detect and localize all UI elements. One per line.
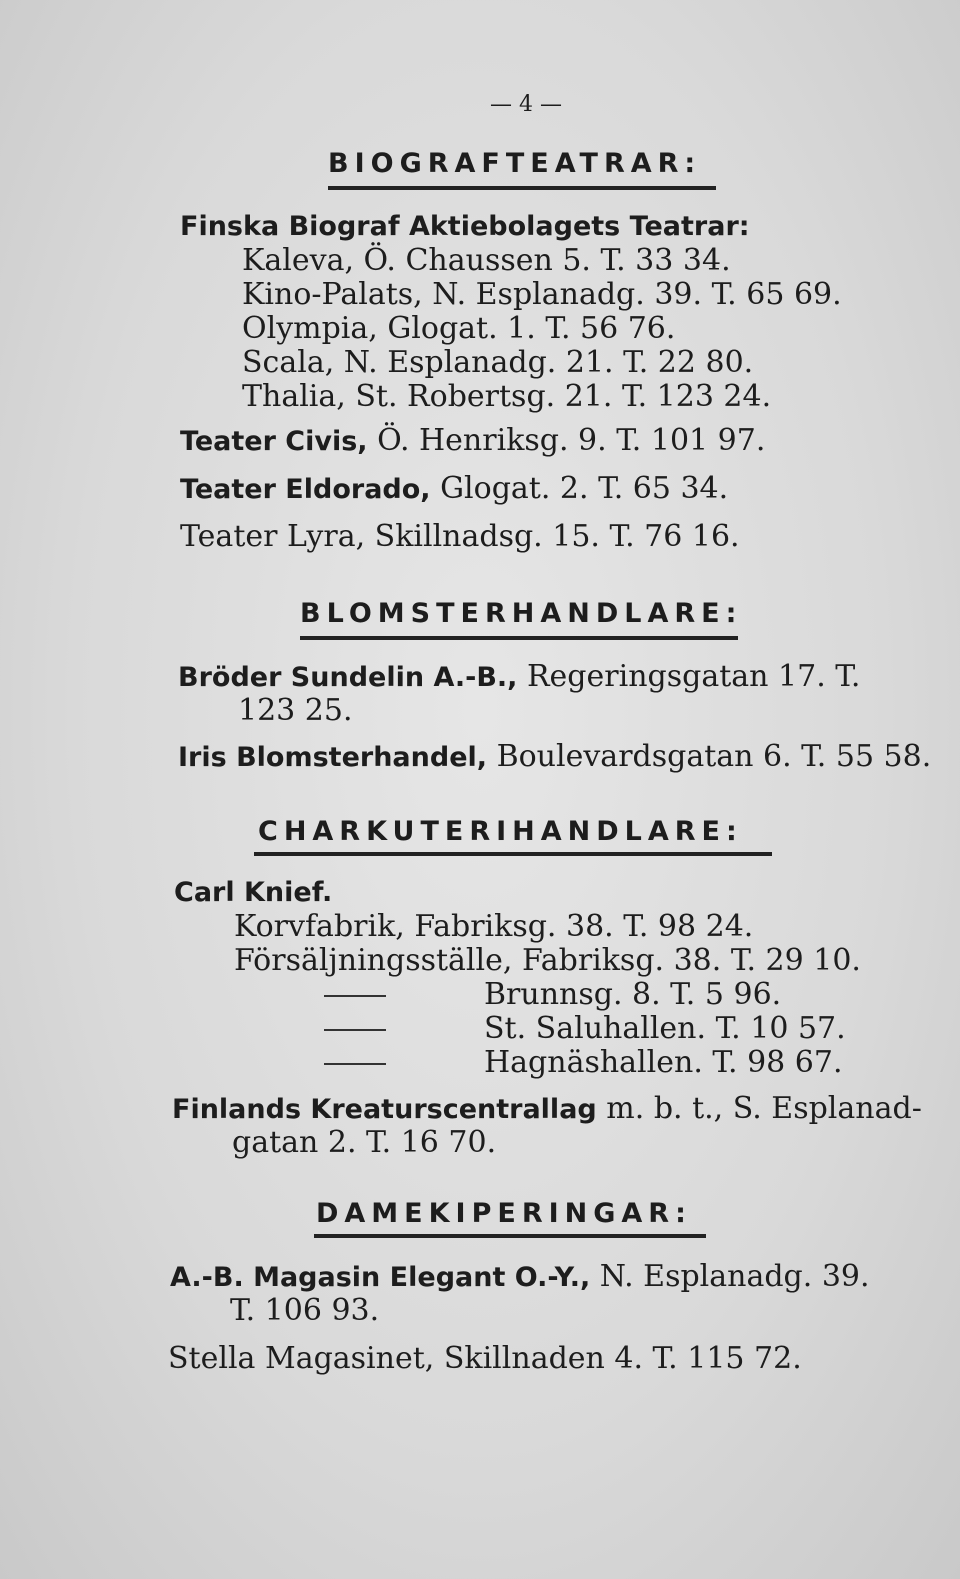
heading-underline: [300, 636, 738, 640]
entry-magasin-elegant-cont: T. 106 93.: [230, 1293, 380, 1328]
ditto-dash: [324, 1029, 386, 1031]
entry-address: St. Saluhallen. T. 10 57.: [484, 1011, 846, 1046]
page-number: — 4 —: [490, 92, 562, 117]
entry-olympia: Olympia, Glogat. 1. T. 56 76.: [242, 311, 676, 346]
entry-knief-hagnashallen: [324, 1046, 843, 1080]
entry-finska-biograf: Finska Biograf Aktiebolagets Teatrar:: [180, 211, 750, 242]
entry-kaleva: Kaleva, Ö. Chaussen 5. T. 33 34.: [242, 243, 731, 278]
entry-address: Hagnäshallen. T. 98 67.: [484, 1045, 843, 1080]
entry-teater-eldorado: [180, 472, 728, 507]
entry-thalia: Thalia, St. Robertsg. 21. T. 123 24.: [242, 379, 772, 414]
heading-underline: [254, 852, 772, 856]
entry-name: Finlands Kreaturscentrallag: [172, 1094, 597, 1125]
entry-magasin-elegant: [170, 1260, 870, 1295]
entry-address: Brunnsg. 8. T. 5 96.: [484, 977, 782, 1012]
heading-charkuterihandlare: CHARKUTERIHANDLARE:: [258, 816, 743, 847]
entry-address: m. b. t., S. Esplanad-: [606, 1091, 922, 1126]
heading-underline: [328, 186, 716, 190]
entry-carl-knief: Carl Knief.: [174, 877, 333, 908]
ditto-dash: [324, 1063, 386, 1065]
entry-iris-blomsterhandel: [178, 740, 931, 775]
entry-address: Glogat. 2. T. 65 34.: [440, 471, 729, 506]
entry-name: Bröder Sundelin A.-B.,: [178, 662, 518, 693]
entry-knief-brunnsg: [324, 978, 781, 1012]
entry-address: Boulevardsgatan 6. T. 55 58.: [496, 739, 932, 774]
entry-name: A.-B. Magasin Elegant O.-Y.,: [170, 1262, 591, 1293]
ditto-dash: [324, 995, 386, 997]
entry-knief-korvfabrik: Korvfabrik, Fabriksg. 38. T. 98 24.: [234, 909, 754, 944]
entry-broder-sundelin-cont: 123 25.: [238, 693, 353, 728]
heading-underline: [314, 1234, 706, 1238]
entry-name: Iris Blomsterhandel,: [178, 742, 488, 773]
heading-blomsterhandlare: BLOMSTERHANDLARE:: [300, 598, 743, 629]
entry-teater-civis: [180, 424, 765, 459]
entry-finlands-kreaturscentrallag: [172, 1092, 922, 1127]
entry-knief-forsaljning: Försäljningsställe, Fabriksg. 38. T. 29 10.: [234, 943, 861, 978]
entry-scala: Scala, N. Esplanadg. 21. T. 22 80.: [242, 345, 754, 380]
entry-name: Teater Civis,: [180, 426, 368, 457]
entry-knief-saluhallen: [324, 1012, 846, 1046]
entry-address: Ö. Henriksg. 9. T. 101 97.: [377, 423, 766, 458]
entry-stella-magasinet: Stella Magasinet, Skillnaden 4. T. 115 72.: [168, 1341, 802, 1376]
entry-name: Teater Eldorado,: [180, 474, 431, 505]
entry-address: N. Esplanadg. 39.: [599, 1259, 870, 1294]
heading-damekiperingar: DAMEKIPERINGAR:: [316, 1198, 692, 1229]
entry-broder-sundelin: [178, 660, 860, 695]
heading-biografteatrar: BIOGRAFTEATRAR:: [328, 148, 702, 179]
entry-kreaturscentrallag-cont: gatan 2. T. 16 70.: [232, 1125, 497, 1160]
entry-address: Regeringsgatan 17. T.: [526, 659, 861, 694]
entry-teater-lyra: Teater Lyra, Skillnadsg. 15. T. 76 16.: [180, 519, 740, 554]
entry-kino-palats: Kino-Palats, N. Esplanadg. 39. T. 65 69.: [242, 277, 842, 312]
